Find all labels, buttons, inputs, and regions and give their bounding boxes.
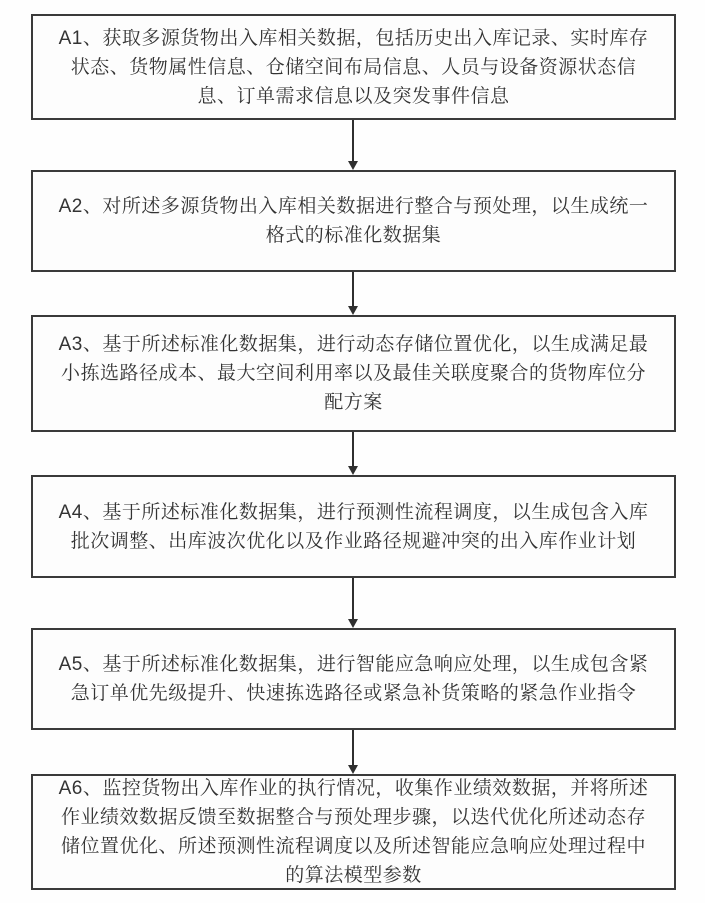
- arrowhead-icon: [348, 466, 358, 475]
- arrowhead-icon: [348, 619, 358, 628]
- flow-step-a5-text: A5、基于所述标准化数据集，进行智能应急响应处理，以生成包含紧 急订单优先级提升、快速拣选路径或紧急补货策略的紧急作业指令: [58, 654, 649, 704]
- arrowhead-icon: [348, 306, 358, 315]
- arrowhead-icon: [348, 161, 358, 170]
- down-arrow-2: [352, 272, 354, 313]
- flow-step-a1-text: A1、获取多源货物出入库相关数据，包括历史出入库记录、实时库存 状态、货物属性信息、仓储空间布局信息、人员与设备资源状态信 息、订单需求信息以及突发事件信息: [58, 27, 649, 107]
- down-arrow-4: [352, 578, 354, 626]
- flow-step-a3: [31, 315, 676, 432]
- down-arrow-3: [352, 432, 354, 473]
- flow-step-a3-text: A3、基于所述标准化数据集，进行动态存储位置优化，以生成满足最 小拣选路径成本、最大空间利用率以及最佳关联度聚合的货物库位分 配方案: [58, 334, 649, 413]
- flow-step-a6: [31, 774, 676, 890]
- flow-step-a5: [31, 628, 676, 730]
- down-arrow-5: [352, 730, 354, 772]
- flow-step-a1: [31, 14, 676, 120]
- flow-step-a4-text: A4、基于所述标准化数据集，进行预测性流程调度，以生成包含入库 批次调整、出库波次优化以及作业路径规避冲突的出入库作业计划: [58, 501, 649, 552]
- flow-step-a6-text: A6、监控货物出入库作业的执行情况，收集作业绩效数据，并将所述 作业绩效数据反馈至数据整合与预处理步骤，以迭代优化所述动态存 储位置优化、所述预测性流程调度以及所述智能应急响应处理过程中 的算法模型参数: [58, 778, 649, 886]
- down-arrow-1: [352, 120, 354, 168]
- arrowhead-icon: [348, 765, 358, 774]
- flow-step-a2-text: A2、对所述多源货物出入库相关数据进行整合与预处理，以生成统一 格式的标准化数据集: [58, 196, 649, 246]
- flow-step-a2: [31, 170, 676, 272]
- flow-step-a4: [31, 475, 676, 578]
